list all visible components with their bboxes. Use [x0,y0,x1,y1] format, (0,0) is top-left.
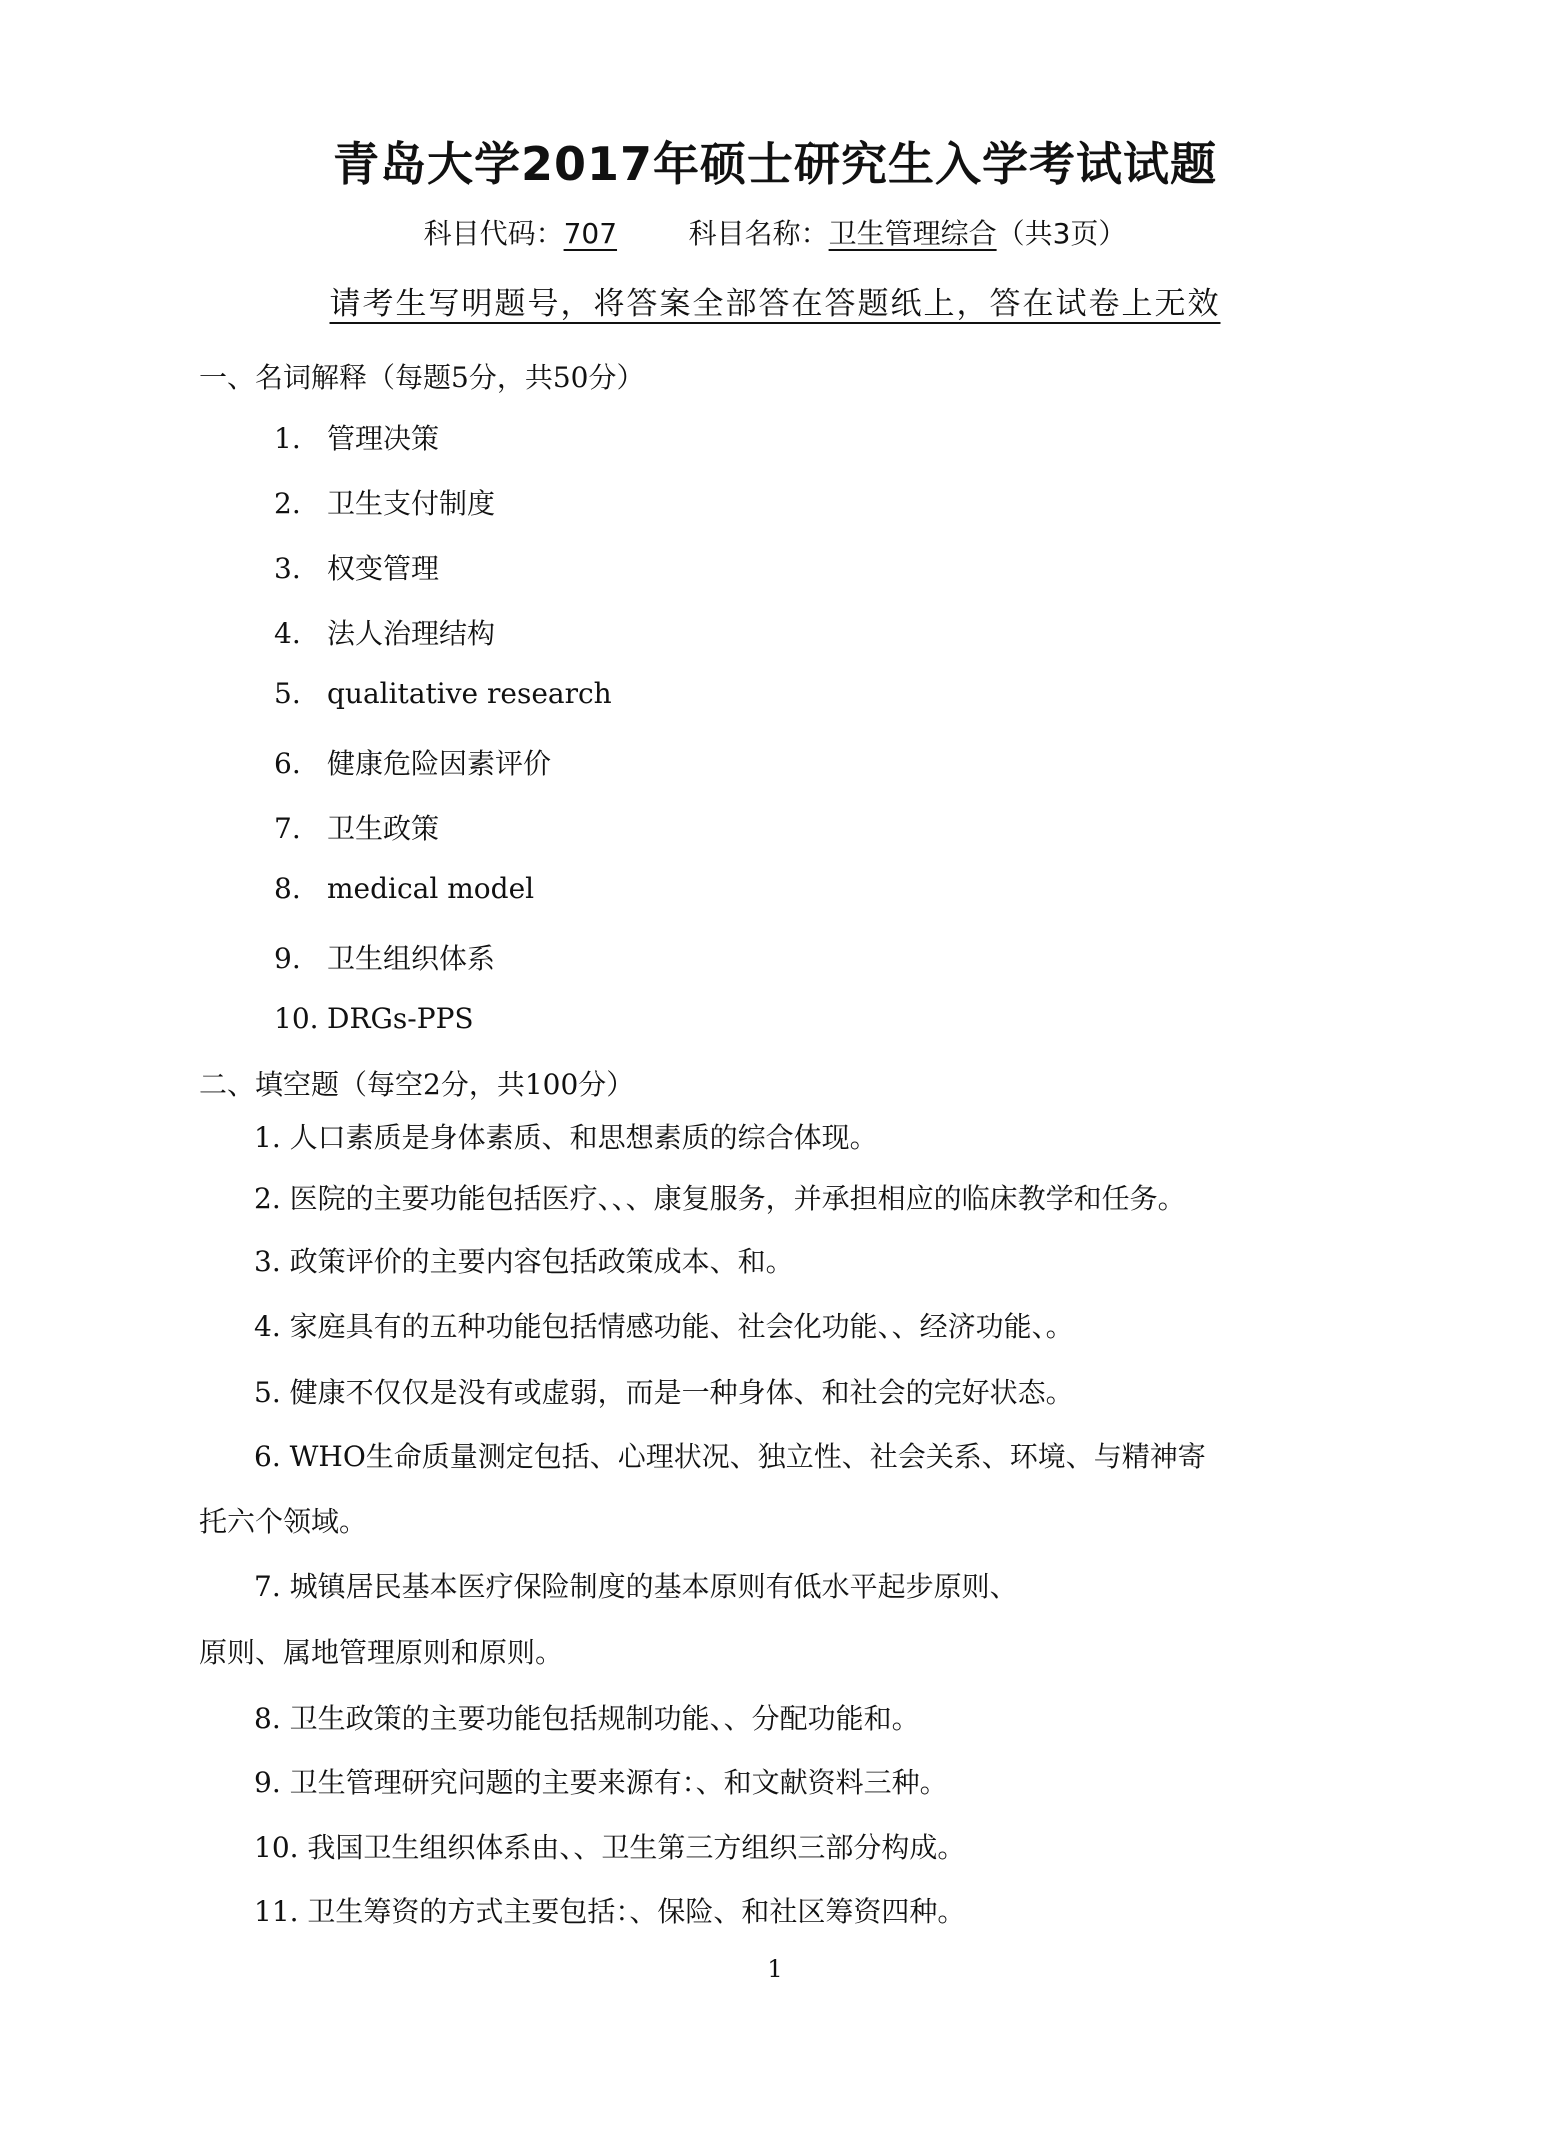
fill-blank-line: 6. WHO生命质量测定包括、心理状况、独立性、社会关系、环境、与精神寄 [254,1440,1206,1473]
section-heading-fill-blank: 二、填空题（每空2分，共100分） [199,1068,635,1101]
definition-item [274,677,612,710]
item-text: medical model [327,872,535,905]
subject-code-label: 科目代码： [423,217,564,250]
subject-info [0,212,1550,252]
section-heading-definitions: 一、名词解释（每题5分，共50分） [199,361,645,394]
definition-item [274,417,439,457]
fill-blank-line: 2. 医院的主要功能包括医疗、、、康复服务，并承担相应的临床教学和任务。 [254,1182,1186,1215]
item-text: 卫生政策 [327,812,440,845]
subject-name-value: 卫生管理综合 [828,217,997,250]
item-text: 健康危险因素评价 [327,747,552,780]
item-number: 1. [274,422,301,455]
fill-blank-line: 7. 城镇居民基本医疗保险制度的基本原则有低水平起步原则、 [254,1570,1018,1603]
fill-blank-line-continuation: 托六个领域。 [199,1505,368,1538]
item-text: 权变管理 [327,552,440,585]
definition-item [274,547,439,587]
exam-instruction: 请考生写明题号，将答案全部答在答题纸上，答在试卷上无效 [329,286,1221,322]
item-number: 8. [274,872,301,905]
page-count-note: （共3页） [996,217,1127,250]
definition-item [274,482,495,522]
definition-item [274,872,534,905]
item-number: 2. [274,487,301,520]
item-number: 6. [274,747,301,780]
fill-blank-line: 11. 卫生筹资的方式主要包括：、保险、和社区筹资四种。 [254,1895,966,1928]
item-number: 4. [274,617,301,650]
item-text: 管理决策 [327,422,440,455]
definition-item [274,1002,474,1035]
definition-item [274,937,495,977]
fill-blank-line: 9. 卫生管理研究问题的主要来源有：、和文献资料三种。 [254,1766,948,1799]
page-number: 1 [767,1955,783,1983]
item-text: 卫生支付制度 [327,487,496,520]
definition-item [274,742,551,782]
item-number: 9. [274,942,301,975]
item-text: qualitative research [327,677,612,710]
subject-name-label: 科目名称： [688,217,829,250]
subject-code-value: 707 [563,217,618,250]
fill-blank-line: 1. 人口素质是身体素质、和思想素质的综合体现。 [254,1121,878,1154]
fill-blank-line: 10. 我国卫生组织体系由、、卫生第三方组织三部分构成。 [254,1831,966,1864]
definition-item [274,807,439,847]
fill-blank-line: 3. 政策评价的主要内容包括政策成本、和。 [254,1245,794,1278]
item-number: 10. [274,1002,319,1035]
fill-blank-line: 4. 家庭具有的五种功能包括情感功能、社会化功能、、经济功能、。 [254,1310,1074,1343]
fill-blank-line-continuation: 原则、属地管理原则和原则。 [199,1636,564,1669]
item-text: DRGs-PPS [327,1002,474,1035]
exam-title: 青岛大学2017年硕士研究生入学考试试题 [332,137,1218,191]
definition-item [274,612,495,652]
item-text: 卫生组织体系 [327,942,496,975]
fill-blank-line: 5. 健康不仅仅是没有或虚弱，而是一种身体、和社会的完好状态。 [254,1376,1074,1409]
item-text: 法人治理结构 [327,617,496,650]
item-number: 5. [274,677,301,710]
item-number: 3. [274,552,301,585]
fill-blank-line: 8. 卫生政策的主要功能包括规制功能、、分配功能和。 [254,1702,920,1735]
item-number: 7. [274,812,301,845]
